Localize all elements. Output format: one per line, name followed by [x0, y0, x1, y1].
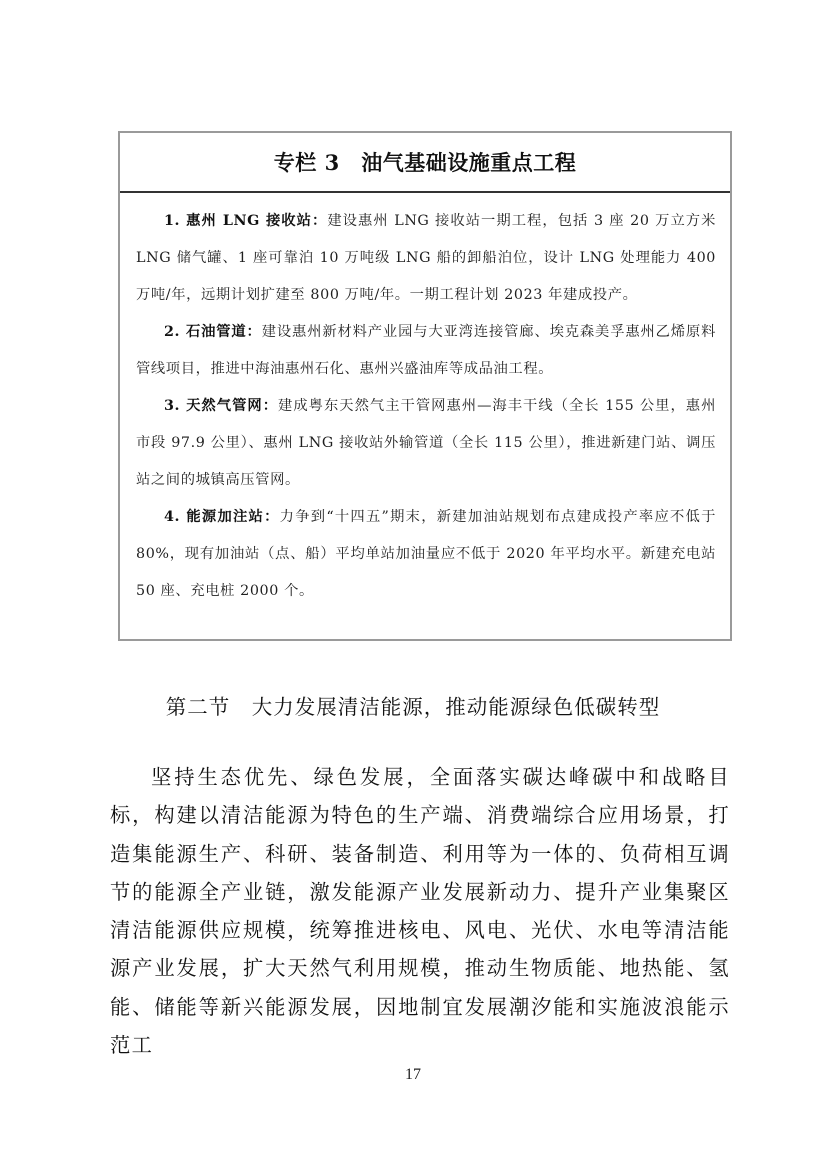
- feature-box-title: 专栏 3 油气基础设施重点工程: [273, 150, 577, 175]
- project-item-text: 建设惠州新材料产业园与大亚湾连接管廊、埃克森美孚惠州乙烯原料管线项目，推进中海油惠州石化、惠州兴盛油库等成品油工程。: [136, 324, 717, 377]
- project-item: [136, 388, 716, 499]
- project-item-label: 3. 天然气管网：: [164, 398, 279, 414]
- project-item: [136, 203, 716, 314]
- feature-box: [118, 131, 732, 641]
- project-item-text: 建成粤东天然气主干管网惠州—海丰干线（全长 155 公里，惠州市段 97.9 公里）、惠州 LNG 接收站外输管道（全长 115 公里），推进新建门站、调压站之间的城镇高压管网。: [136, 398, 716, 488]
- project-item-label: 2. 石油管道：: [164, 324, 262, 340]
- project-item-label: 1. 惠州 LNG 接收站：: [164, 213, 328, 229]
- feature-box-header: [120, 133, 730, 193]
- page-number: 17: [405, 1066, 421, 1083]
- project-item: [136, 314, 716, 388]
- project-item-text: 力争到“十四五”期末，新建加油站规划布点建成投产率应不低于 80%，现有加油站（点、船）平均单站加油量应不低于 2020 年平均水平。新建充电站 50 座、充电桩 2000 个。: [136, 509, 717, 599]
- body-paragraph: 坚持生态优先、绿色发展，全面落实碳达峰碳中和战略目标，构建以清洁能源为特色的生产端、消费端综合应用场景，打造集能源生产、科研、装备制造、利用等为一体的、负荷相互调节的能源全产业链，激发能源产业发展新动力、提升产业集聚区清洁能源供应规模，统筹推进核电、风电、光伏、水电等清洁能源产业发展，扩大天然气利用规模，推动生物质能、地热能、氢能、储能等新兴能源发展，因地制宜发展潮汐能和实施波浪能示范工: [110, 765, 730, 1058]
- project-item-label: 4. 能源加注站：: [164, 509, 280, 525]
- section-heading: 第二节 大力发展清洁能源，推动能源绿色低碳转型: [165, 695, 661, 719]
- feature-box-body: [120, 193, 730, 610]
- project-item-text: 建设惠州 LNG 接收站一期工程，包括 3 座 20 万立方米 LNG 储气罐、1 座可靠泊 10 万吨级 LNG 船的卸船泊位，设计 LNG 处理能力 400 万吨/年，远期计划扩建至 800 万吨/年。一期工程计划 2023 年建成投产。: [136, 213, 717, 303]
- project-item: [136, 499, 716, 610]
